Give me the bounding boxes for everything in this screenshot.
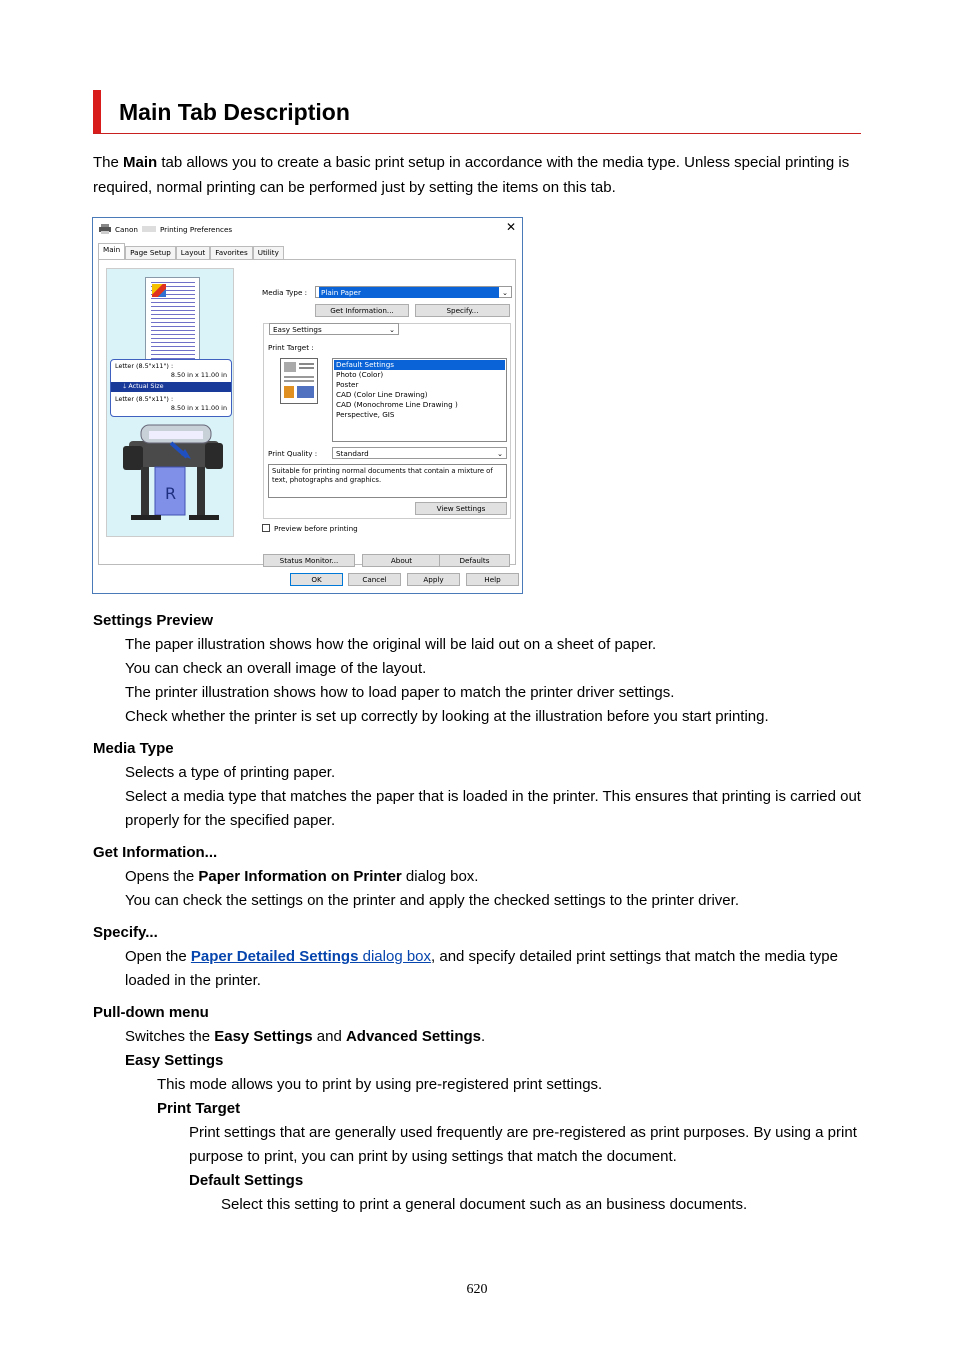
term-print-target: Print Target — [157, 1100, 241, 1117]
media-type-label: Media Type : — [262, 288, 308, 297]
print-quality-description: Suitable for printing normal documents that contain a mixture of text, photographs and graphics. — [268, 464, 507, 498]
help-button[interactable]: Help — [466, 573, 519, 586]
defaults-button[interactable]: Defaults — [439, 554, 510, 567]
term-default-settings: Default Settings — [189, 1172, 304, 1189]
dialog-title-prefix: Canon — [115, 224, 138, 234]
media-type-select[interactable] — [315, 286, 512, 298]
definition-line: Check whether the printer is set up correctly by looking at the illustration before you start printing. — [125, 708, 769, 725]
page-number: 620 — [466, 1282, 488, 1297]
print-target-thumbnail — [280, 358, 318, 404]
definition-list — [93, 609, 863, 1217]
actual-size-row — [111, 382, 231, 392]
chevron-down-icon: ⌄ — [501, 288, 508, 297]
settings-mode-value: Easy Settings — [273, 325, 322, 334]
redacted-model — [142, 226, 156, 232]
tab-main[interactable]: Main — [98, 243, 125, 259]
printing-preferences-dialog — [92, 217, 523, 594]
term-pulldown-menu: Pull-down menu — [93, 1004, 209, 1021]
definition-line: Print settings that are generally used frequently are pre-registered as print purposes. By using a print purpose to print, you can print by using settings that match the document. — [189, 1124, 857, 1165]
list-item[interactable]: Poster — [336, 380, 359, 389]
tab-favorites[interactable]: Favorites — [210, 246, 252, 259]
settings-mode-select[interactable] — [269, 323, 399, 335]
definition-line: Opens the Paper Information on Printer dialog box. — [125, 868, 479, 885]
definition-line: Open the Paper Detailed Settings dialog box, and specify detailed print settings that match the media type loaded in the printer. — [125, 948, 838, 989]
paper-illustration — [145, 277, 200, 367]
print-target-list[interactable] — [332, 358, 507, 442]
term-settings-preview: Settings Preview — [93, 612, 214, 629]
definition-line: Switches the Easy Settings and Advanced Settings. — [125, 1028, 486, 1045]
list-item[interactable]: Photo (Color) — [336, 370, 384, 379]
view-settings-button[interactable]: View Settings — [415, 502, 507, 515]
tab-page-setup[interactable]: Page Setup — [125, 246, 176, 259]
settings-preview — [106, 268, 234, 537]
status-monitor-button[interactable]: Status Monitor... — [263, 554, 355, 567]
list-item[interactable]: CAD (Color Line Drawing) — [336, 390, 428, 399]
dialog-tabs — [98, 246, 284, 259]
definition-line: Select a media type that matches the paper that is loaded in the printer. This ensures that printing is carried out properly for the specified paper. — [125, 788, 861, 829]
tab-layout[interactable]: Layout — [176, 246, 210, 259]
apply-button[interactable]: Apply — [407, 573, 460, 586]
print-target-label: Print Target : — [268, 343, 314, 352]
arrow-down-icon: 🡓 — [123, 382, 129, 390]
dialog-titlebar — [99, 223, 232, 235]
size-bottom-label: Letter (8.5"x11") : — [115, 395, 174, 403]
printer-illustration — [121, 421, 225, 526]
term-specify: Specify... — [93, 924, 158, 941]
preview-checkbox-label: Preview before printing — [274, 524, 358, 533]
section-heading — [93, 90, 861, 134]
paper-detailed-settings-link[interactable]: Paper Detailed Settings dialog box — [190, 948, 432, 965]
definition-line: The printer illustration shows how to load paper to match the printer driver settings. — [125, 684, 675, 701]
definition-line: You can check the settings on the printer and apply the checked settings to the printer driver. — [125, 892, 739, 909]
list-item[interactable]: Perspective, GIS — [336, 410, 395, 419]
printer-icon — [99, 224, 111, 234]
intro-paragraph: The Main tab allows you to create a basic print setup in accordance with the media type. Unless special printing is required, normal printing can be performed just by setting the items on this tab. — [93, 154, 850, 196]
main-tab-panel — [98, 259, 516, 565]
definition-line: This mode allows you to print by using pre-registered print settings. — [157, 1076, 603, 1093]
preview-checkbox[interactable] — [262, 524, 270, 532]
ok-button[interactable]: OK — [290, 573, 343, 586]
definition-line: The paper illustration shows how the original will be laid out on a sheet of paper. — [125, 636, 657, 653]
size-top-label: Letter (8.5"x11") : — [115, 362, 174, 370]
paper-size-box — [110, 359, 232, 417]
size-top-value: 8.50 in x 11.00 in — [170, 371, 227, 379]
definition-line: Selects a type of printing paper. — [125, 764, 336, 781]
print-quality-value: Standard — [336, 449, 369, 458]
about-button[interactable]: About — [362, 554, 441, 567]
chevron-down-icon: ⌄ — [388, 325, 395, 334]
specify-button[interactable]: Specify... — [415, 304, 510, 317]
term-easy-settings: Easy Settings — [125, 1052, 224, 1069]
tab-utility[interactable]: Utility — [253, 246, 284, 259]
print-quality-label: Print Quality : — [268, 449, 318, 458]
term-media-type: Media Type — [93, 740, 174, 757]
actual-size-label: Actual Size — [128, 382, 164, 390]
list-item[interactable]: Default Settings — [334, 360, 505, 370]
definition-line: You can check an overall image of the layout. — [125, 660, 427, 677]
media-type-value: Plain Paper — [319, 287, 499, 298]
size-bottom-value: 8.50 in x 11.00 in — [170, 404, 227, 412]
svg-text:R: R — [165, 484, 177, 503]
term-get-information: Get Information... — [93, 844, 218, 861]
page-title: Main Tab Description — [119, 99, 350, 125]
cancel-button[interactable]: Cancel — [348, 573, 401, 586]
chevron-down-icon: ⌄ — [496, 449, 503, 458]
definition-line: Select this setting to print a general document such as an business documents. — [221, 1196, 748, 1213]
close-icon[interactable]: ✕ — [505, 220, 516, 234]
list-item[interactable]: CAD (Monochrome Line Drawing ) — [336, 400, 458, 409]
get-information-button[interactable]: Get Information... — [315, 304, 409, 317]
dialog-title: Printing Preferences — [159, 224, 233, 234]
heading-accent-bar — [93, 90, 101, 133]
print-quality-select[interactable] — [332, 447, 507, 459]
